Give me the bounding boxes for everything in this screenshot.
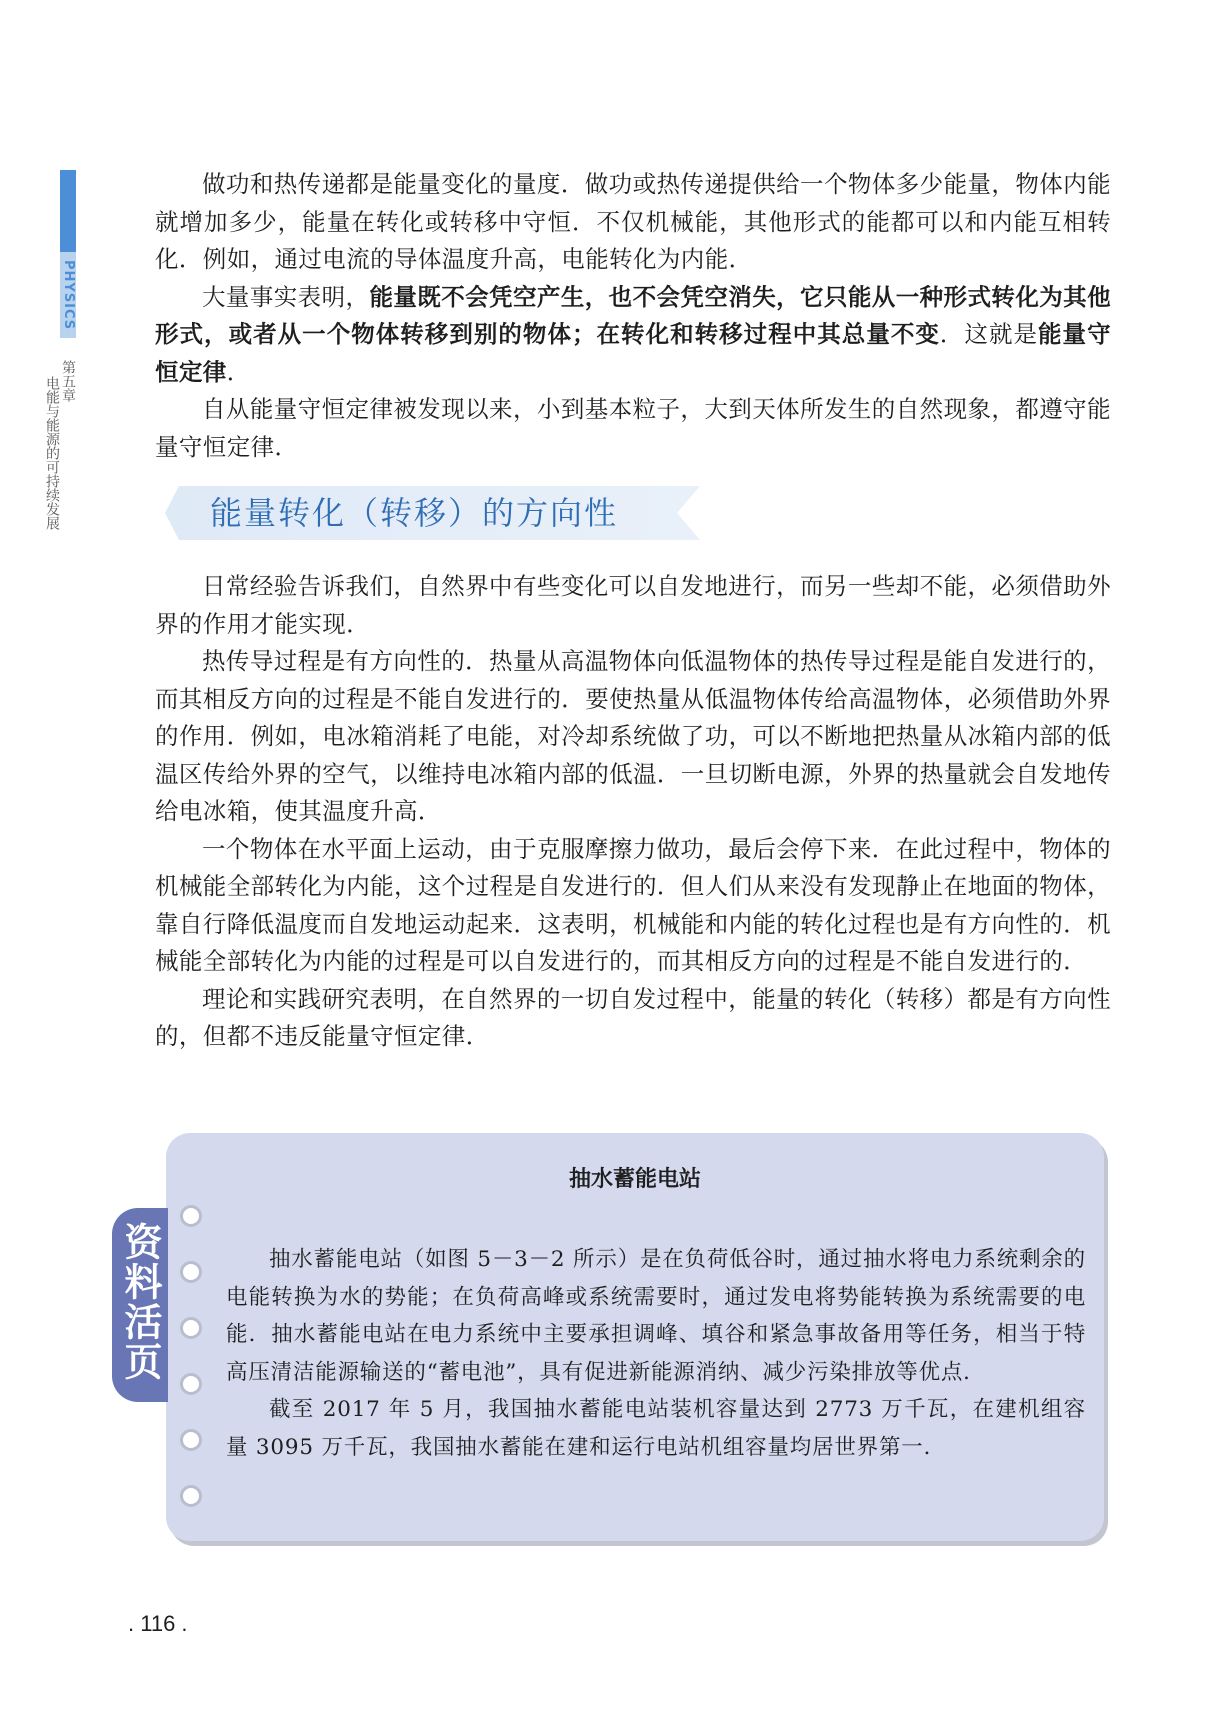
bold-statement: 能量既不会凭空产生，也不会凭空消失，它只能从一种形式转化为其他形式，或者从一个物体转移到别的物体；在转化和转移过程中其总量不变 [155, 282, 1111, 348]
binder-ring-icon [180, 1485, 202, 1507]
binder-ring-icon [180, 1317, 202, 1339]
sidebar-chapter-title: 电能与能源的可持续发展 [44, 376, 60, 530]
binder-ring-icon [180, 1205, 202, 1227]
info-box-tab-label: 资料活页 [118, 1222, 162, 1382]
paragraph: 做功和热传递都是能量变化的量度．做功或热传递提供给一个物体多少能量，物体内能就增加多少，能量在转化或转移中守恒．不仅机械能，其他形式的能都可以和内能互相转化．例如，通过电流的导体温度升高，电能转化为内能． [155, 170, 1111, 273]
sidebar-accent-bar [60, 170, 76, 252]
paragraph: 一个物体在水平面上运动，由于克服摩擦力做功，最后会停下来．在此过程中，物体的机械能全部转化为内能，这个过程是自发进行的．但人们从来没有发现静止在地面的物体，靠自行降低温度而自发地运动起来．这表明，机械能和内能的转化过程也是有方向性的．机械能全部转化为内能的过程是可以自发进行的，而其相反方向的过程是不能自发进行的． [155, 834, 1111, 975]
info-box-title: 抽水蓄能电站 [568, 1167, 701, 1192]
text-run: 大量事实表明， [202, 282, 370, 311]
sidebar-chapter-number: 第五章 [60, 360, 76, 402]
paragraph: 理论和实践研究表明，在自然界的一切自发过程中，能量的转化（转移）都是有方向性的，但都不违反能量守恒定律． [155, 984, 1111, 1050]
text-run: ．这就是 [939, 320, 1039, 348]
info-box-body [226, 1241, 1086, 1466]
info-box-tab [112, 1208, 168, 1402]
paragraph-energy-conservation [155, 279, 1111, 392]
binder-ring-icon [180, 1429, 202, 1451]
text-run: ． [226, 357, 251, 386]
paragraph: 自从能量守恒定律被发现以来，小到基本粒子，大到天体所发生的自然现象，都遵守能量守恒定律． [155, 395, 1111, 461]
paragraph: 热传导过程是有方向性的．热量从高温物体向低温物体的热传导过程是能自发进行的，而其相反方向的过程是不能自发进行的．要使热量从低温物体传给高温物体，必须借助外界的作用．例如，电冰箱消耗了电能，对冷却系统做了功，可以不断地把热量从冰箱内部的低温区传给外界的空气，以维持电冰箱内部的低温．一旦切断电源，外界的热量就会自发地传给电冰箱，使其温度升高． [155, 647, 1111, 825]
section-heading [165, 486, 700, 540]
page-number: . 116 . [128, 1611, 188, 1636]
info-box-paragraph: 截至 2017 年 5 月，我国抽水蓄能电站装机容量达到 2773 万千瓦，在建机组容量 3095 万千瓦，我国抽水蓄能在建和运行电站机组容量均居世界第一． [226, 1397, 1086, 1460]
sidebar-chapter [44, 360, 76, 610]
info-box [166, 1133, 1104, 1541]
binder-ring-icon [180, 1373, 202, 1395]
sidebar-subject-label: PHYSICS [60, 252, 76, 338]
paragraph: 日常经验告诉我们，自然界中有些变化可以自发地进行，而另一些却不能，必须借助外界的作用才能实现． [155, 572, 1111, 638]
binder-ring-icon [180, 1261, 202, 1283]
info-box-paragraph: 抽水蓄能电站（如图 5－3－2 所示）是在负荷低谷时，通过抽水将电力系统剩余的电能转换为水的势能；在负荷高峰或系统需要时，通过发电将势能转换为系统需要的电能．抽水蓄能电站在电力系统中主要承担调峰、填谷和紧急事故备用等任务，相当于特高压清洁能源输送的“蓄电池”，具有促进新能源消纳、减少污染排放等优点． [226, 1247, 1086, 1385]
bold-law-name: 能量守恒定律 [155, 320, 1111, 386]
main-content [155, 166, 1111, 1056]
section-title: 能量转化（转移）的方向性 [210, 494, 619, 532]
